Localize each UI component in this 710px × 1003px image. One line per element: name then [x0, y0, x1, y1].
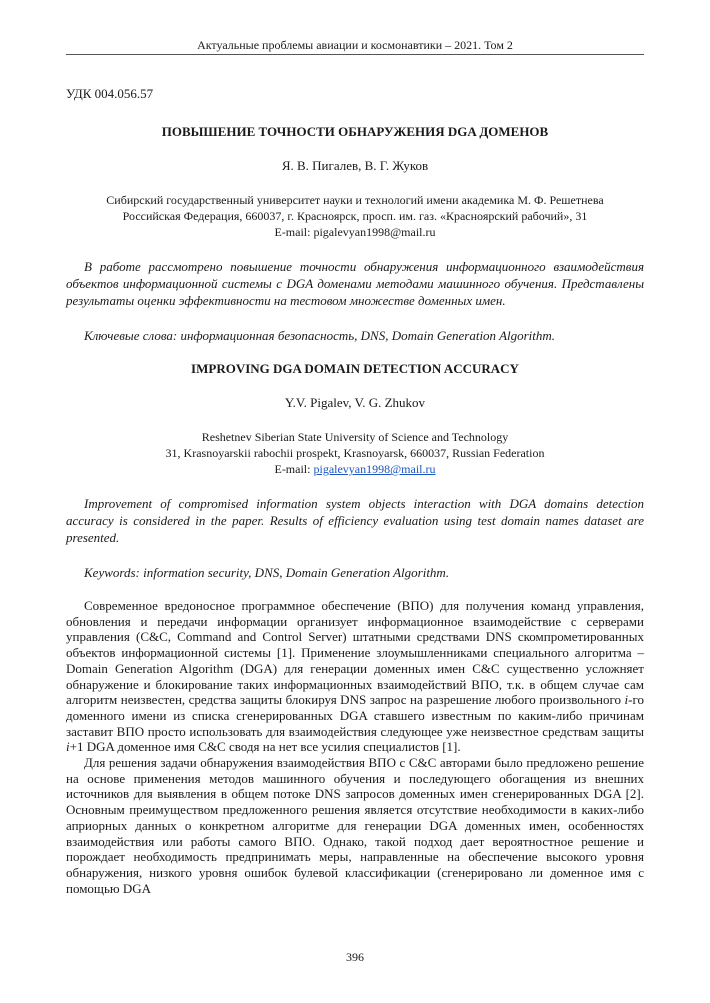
affiliation-en-name: Reshetnev Siberian State University of Science and Technology: [201, 430, 509, 444]
affiliation-ru: [66, 192, 644, 240]
affiliation-ru-name: Сибирский государственный университет науки и технологий имени академика М. Ф. Решетнева: [106, 193, 604, 207]
authors-en: Y.V. Pigalev, V. G. Zhukov: [284, 395, 426, 410]
email-ru: E-mail: pigalevyan1998@mail.ru: [274, 225, 436, 239]
page-number: 396: [346, 950, 364, 964]
body-p1-part3: +1 DGA доменное имя C&C сводя на нет все усилия специалистов [1].: [69, 739, 461, 755]
authors-ru: Я. В. Пигалев, В. Г. Жуков: [281, 158, 429, 173]
paper-content: [66, 86, 644, 896]
affiliation-en-address: 31, Krasnoyarskii rabochii prospekt, Krasnoyarsk, 660037, Russian Federation: [165, 446, 545, 460]
keywords-ru: Ключевые слова: информационная безопасность, DNS, Domain Generation Algorithm.: [84, 328, 556, 343]
body-p1-part2: -го доменного имени из списка сгенерированных DGA ставшего известным по каким-либо причинам заставит ВПО просто использовать для взаимодействия следующее уже неизвестное средствам защиты: [66, 692, 644, 739]
body-p1-part1: Современное вредоносное программное обеспечение (ВПО) для получения команд управления, обновления и передачи информации организует информационное взаимодействие с серверами управления (C&C, Command and Control Server) штатными средствами DNS скомпрометированных объектов информационной системы [1]. Применение злоумышленниками специального алгоритма – Domain Generation Algorithm (DGA) для генерации доменных имен C&C существенно усложняет обнаружение и блокирование таких информационных взаимодействий ВПО, т.к. в общем случае сам алгоритм неизвестен, средства защиты блокируя DNS запрос на разрешение любого произвольного: [66, 598, 644, 708]
title-en: IMPROVING DGA DOMAIN DETECTION ACCURACY: [191, 361, 519, 376]
udk-code: УДК 004.056.57: [66, 86, 154, 101]
header-divider: [66, 54, 644, 55]
body-p1-italic-i2: i: [66, 739, 70, 755]
email-en: [66, 461, 644, 477]
abstract-en: Improvement of compromised information system objects interaction with DGA domains detection accuracy is considered in the paper. Results of efficiency evaluation using test domain names dataset are presented.: [66, 496, 644, 545]
running-header: Актуальные проблемы авиации и космонавтики – 2021. Том 2: [197, 38, 513, 52]
affiliation-en: [66, 429, 644, 477]
email-en-link[interactable]: pigalevyan1998@mail.ru: [313, 462, 436, 476]
title-ru: ПОВЫШЕНИЕ ТОЧНОСТИ ОБНАРУЖЕНИЯ DGA ДОМЕНОВ: [161, 124, 549, 139]
affiliation-ru-address: Российская Федерация, 660037, г. Красноярск, просп. им. газ. «Красноярский рабочий», 31: [122, 209, 588, 223]
body-p1-italic-i: i: [624, 692, 629, 708]
abstract-ru: В работе рассмотрено повышение точности обнаружения информационного взаимодействия объектов информационной системы с DGA доменами методами машинного обучения. Представлены результаты оценки эффективности на тестовом множестве доменных имен.: [66, 259, 644, 308]
body-paragraph-2: Для решения задачи обнаружения взаимодействия ВПО с C&C авторами было предложено решение на основе применения методов машинного обучения и последующего обогащения из внешних источников для выявления в общем потоке DNS запросов доменных имен сгенерированных DGA [2]. Основным преимуществом предложенного решения является отсутствие необходимости в каких-либо априорных данных о конкретном алгоритме для генерации DGA доменных имен, особенностях взаимодействия или работы самого ВПО. Однако, такой подход дает вероятностное решение и порождает необходимость предпринимать меры, направленные на обеспечение высокого уровня обнаружения, низкого уровня ошибок булевой классификации (сгенерировано ли доменное имя с помощью DGA: [66, 755, 644, 896]
body-paragraph-1: [66, 598, 644, 755]
email-en-prefix: E-mail:: [274, 462, 314, 476]
keywords-en: Keywords: information security, DNS, Domain Generation Algorithm.: [84, 565, 450, 580]
